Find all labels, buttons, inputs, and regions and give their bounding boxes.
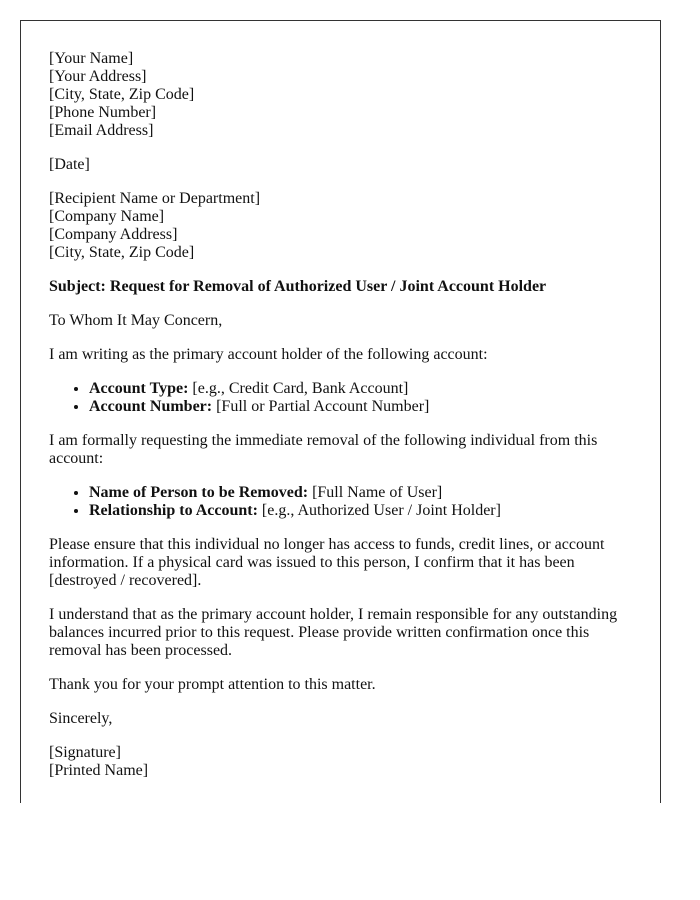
sender-email: [Email Address] bbox=[49, 122, 154, 139]
item-label: Name of Person to be Removed: bbox=[89, 484, 309, 501]
intro-paragraph: I am writing as the primary account holder of the following account: bbox=[49, 346, 488, 363]
list-item bbox=[89, 398, 632, 416]
recipient-name: [Recipient Name or Department] bbox=[49, 190, 261, 207]
recipient-address: [Company Address] bbox=[49, 226, 178, 243]
item-label: Account Number: bbox=[89, 398, 213, 415]
item-value: [Full Name of User] bbox=[308, 484, 443, 501]
list-item bbox=[89, 484, 632, 502]
subject-line: Subject: Request for Removal of Authorized User / Joint Account Holder bbox=[49, 278, 547, 295]
printed-name: [Printed Name] bbox=[49, 762, 149, 779]
sender-city: [City, State, Zip Code] bbox=[49, 86, 195, 103]
closing: Sincerely, bbox=[49, 710, 113, 727]
item-label: Account Type: bbox=[89, 380, 189, 397]
sender-phone: [Phone Number] bbox=[49, 104, 157, 121]
access-paragraph: Please ensure that this individual no longer has access to funds, credit lines, or account information. If a physical card was issued to this person, I confirm that it has been [destroyed / recovered]. bbox=[49, 536, 605, 589]
letter-content bbox=[21, 21, 660, 780]
list-item bbox=[89, 502, 632, 520]
letter-page bbox=[20, 20, 661, 803]
account-list bbox=[49, 380, 632, 416]
recipient-company: [Company Name] bbox=[49, 208, 165, 225]
item-value: [e.g., Credit Card, Bank Account] bbox=[188, 380, 409, 397]
item-value: [e.g., Authorized User / Joint Holder] bbox=[257, 502, 501, 519]
salutation: To Whom It May Concern, bbox=[49, 312, 223, 329]
sender-address: [Your Address] bbox=[49, 68, 147, 85]
person-list bbox=[49, 484, 632, 520]
recipient-block bbox=[49, 190, 632, 262]
date: [Date] bbox=[49, 156, 90, 173]
sender-block bbox=[49, 50, 632, 140]
request-paragraph: I am formally requesting the immediate removal of the following individual from this account: bbox=[49, 432, 598, 467]
recipient-city: [City, State, Zip Code] bbox=[49, 244, 195, 261]
item-label: Relationship to Account: bbox=[89, 502, 258, 519]
item-value: [Full or Partial Account Number] bbox=[212, 398, 430, 415]
responsibility-paragraph: I understand that as the primary account holder, I remain responsible for any outstanding balances incurred prior to this request. Please provide written confirmation once this removal has been processed. bbox=[49, 606, 618, 659]
sender-name: [Your Name] bbox=[49, 50, 134, 67]
signature-block bbox=[49, 744, 632, 780]
signature: [Signature] bbox=[49, 744, 121, 761]
list-item bbox=[89, 380, 632, 398]
thanks-paragraph: Thank you for your prompt attention to this matter. bbox=[49, 676, 376, 693]
